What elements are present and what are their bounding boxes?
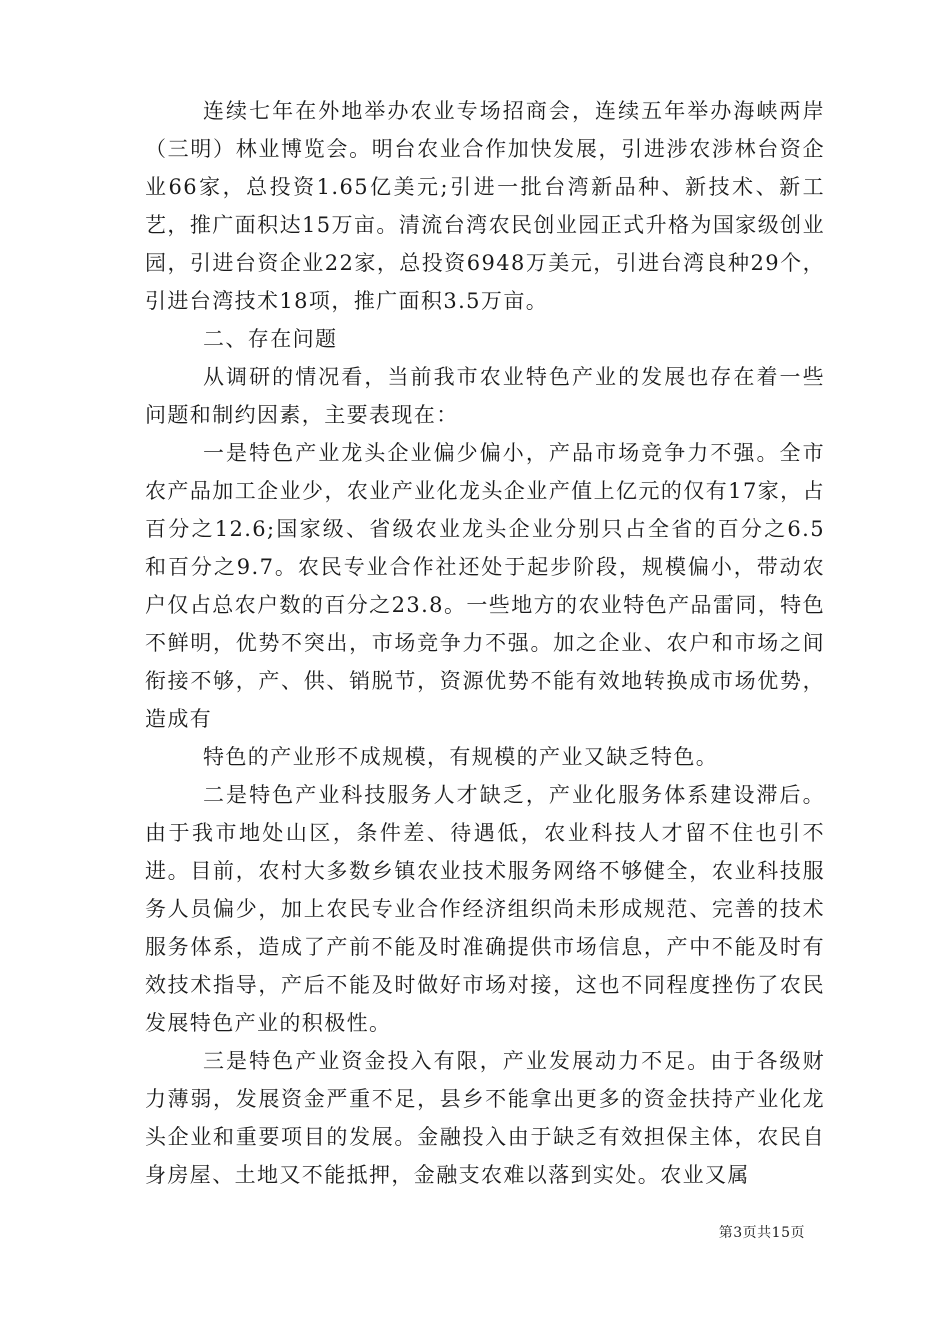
page-number-footer: 第3页共15页 <box>718 1225 805 1241</box>
paragraph-problem-one-continued: 特色的产业形不成规模，有规模的产业又缺乏特色。 <box>203 745 719 769</box>
document-body <box>145 92 825 1194</box>
paragraph-problem-one: 一是特色产业龙头企业偏少偏小，产品市场竞争力不强。全市农产品加工企业少，农业产业化龙头企业产值上亿元的仅有17家，占百分之12.6;国家级、省级农业龙头企业分别只占全省的百分之6.5和百分之9.7。农民专业合作社还处于起步阶段，规模偏小，带动农户仅占总农户数的百分之23.8。一些地方的农业特色产品雷同，特色不鲜明，优势不突出，市场竞争力不强。加之企业、农户和市场之间衔接不够，产、供、销脱节，资源优势不能有效地转换成市场优势，造成有 <box>145 441 825 731</box>
section-heading-problems: 二、存在问题 <box>203 327 338 351</box>
paragraph-problem-two: 二是特色产业科技服务人才缺乏，产业化服务体系建设滞后。由于我市地处山区，条件差、待遇低，农业科技人才留不住也引不进。目前，农村大多数乡镇农业技术服务网络不够健全，农业科技服务人员偏少，加上农民专业合作经济组织尚未形成规范、完善的技术服务体系，造成了产前不能及时准确提供市场信息，产中不能及时有效技术指导，产后不能及时做好市场对接，这也不同程度挫伤了农民发展特色产业的积极性。 <box>145 783 825 1035</box>
paragraph-problem-three: 三是特色产业资金投入有限，产业发展动力不足。由于各级财力薄弱，发展资金严重不足，县乡不能拿出更多的资金扶持产业化龙头企业和重要项目的发展。金融投入由于缺乏有效担保主体，农民自身房屋、土地又不能抵押，金融支农难以落到实处。农业又属 <box>145 1049 825 1187</box>
paragraph-survey-intro: 从调研的情况看，当前我市农业特色产业的发展也存在着一些问题和制约因素，主要表现在： <box>145 365 825 427</box>
paragraph-investment: 连续七年在外地举办农业专场招商会，连续五年举办海峡两岸（三明）林业博览会。明台农业合作加快发展，引进涉农涉林台资企业66家，总投资1.65亿美元;引进一批台湾新品种、新技术、新工艺，推广面积达15万亩。清流台湾农民创业园正式升格为国家级创业园，引进台资企业22家，总投资6948万美元，引进台湾良种29个，引进台湾技术18项，推广面积3.5万亩。 <box>145 99 825 313</box>
